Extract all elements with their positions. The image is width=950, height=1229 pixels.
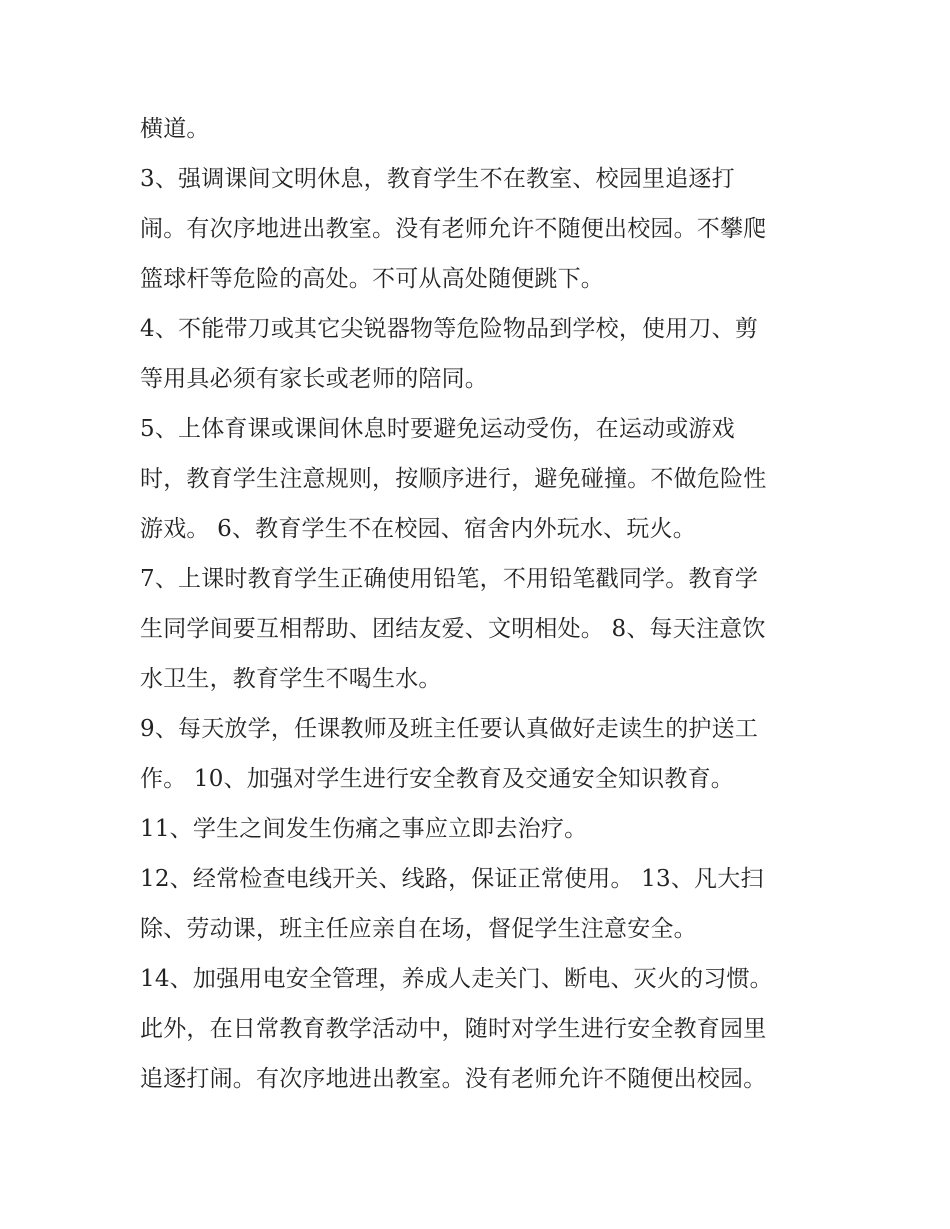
text-line: 9、每天放学，任课教师及班主任要认真做好走读生的护送工 xyxy=(140,716,759,742)
text-line: 游戏。 6、教育学生不在校园、宿舍内外玩水、玩火。 xyxy=(140,516,696,542)
text-line: 水卫生，教育学生不喝生水。 xyxy=(140,666,442,692)
text-line: 14、加强用电安全管理，养成人走关门、断电、灭火的习惯。 xyxy=(140,966,773,992)
text-line: 12、经常检查电线开关、线路，保证正常使用。 13、凡大扫 xyxy=(140,866,764,892)
text-line: 3、强调课间文明休息，教育学生不在教室、校园里追逐打 xyxy=(140,166,735,192)
text-line: 追逐打闹。有次序地进出教室。没有老师允许不随便出校园。 xyxy=(140,1066,767,1092)
text-line: 篮球杆等危险的高处。不可从高处随便跳下。 xyxy=(140,266,604,292)
text-line: 横道。 xyxy=(140,116,210,142)
document-body xyxy=(140,104,840,1104)
text-line: 4、不能带刀或其它尖锐器物等危险物品到学校，使用刀、剪 xyxy=(140,316,759,342)
text-line: 11、学生之间发生伤痛之事应立即去治疗。 xyxy=(140,816,588,842)
text-line: 此外，在日常教育教学活动中，随时对学生进行安全教育园里 xyxy=(140,1016,767,1042)
text-line: 闹。有次序地进出教室。没有老师允许不随便出校园。不攀爬 xyxy=(140,216,767,242)
text-line: 等用具必须有家长或老师的陪同。 xyxy=(140,366,488,392)
text-line: 5、上体育课或课间休息时要避免运动受伤，在运动或游戏 xyxy=(140,416,735,442)
text-line: 作。 10、加强对学生进行安全教育及交通安全知识教育。 xyxy=(140,766,734,792)
text-line: 时，教育学生注意规则，按顺序进行，避免碰撞。不做危险性 xyxy=(140,466,767,492)
text-line: 除、劳动课，班主任应亲自在场，督促学生注意安全。 xyxy=(140,916,697,942)
text-line: 生同学间要互相帮助、团结友爱、文明相处。 8、每天注意饮 xyxy=(140,616,766,642)
text-line: 7、上课时教育学生正确使用铅笔，不用铅笔戳同学。教育学 xyxy=(140,566,759,592)
